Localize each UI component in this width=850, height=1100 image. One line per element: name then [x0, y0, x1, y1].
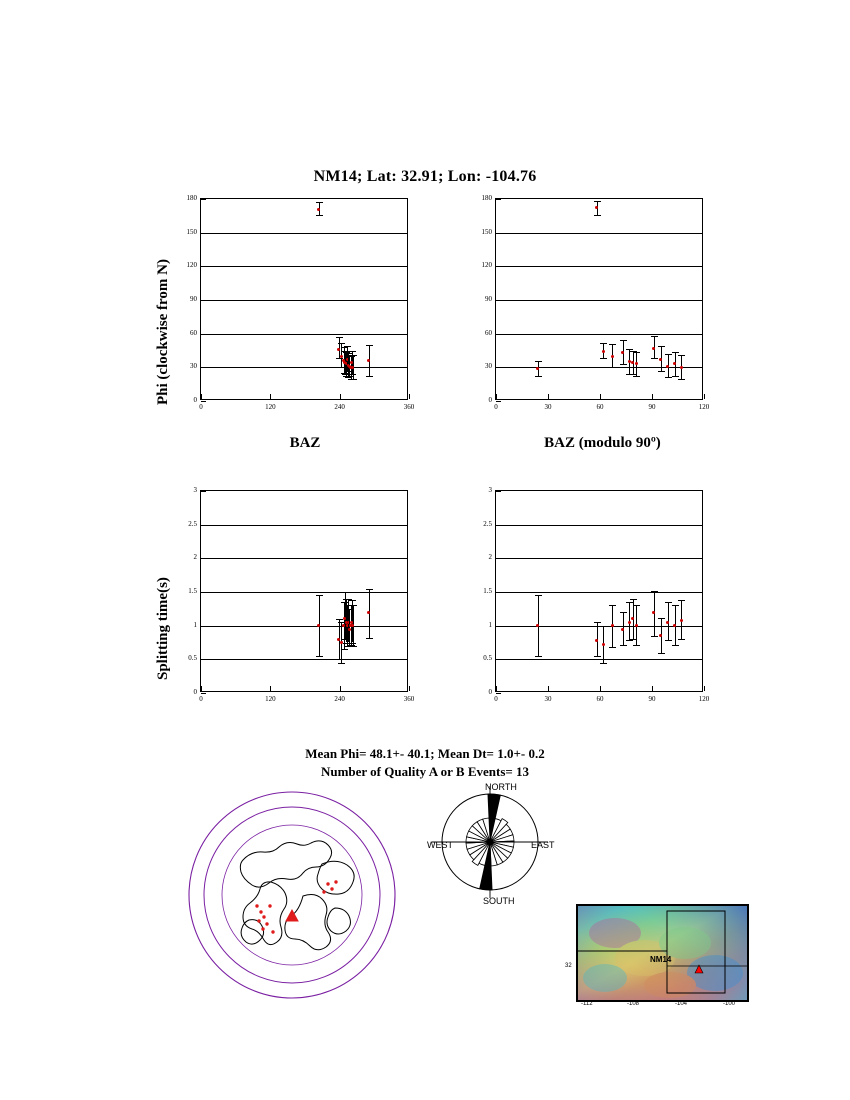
plot-phi-vs-baz [186, 194, 415, 411]
data-point [673, 624, 676, 627]
ytick [496, 266, 501, 267]
error-bar-cap [600, 663, 607, 664]
error-bar-cap [633, 605, 640, 606]
xtick [201, 686, 202, 691]
ytick-label: 0 [193, 396, 197, 404]
xtick-label: 120 [698, 695, 710, 703]
ytick [496, 659, 501, 660]
gridline [496, 233, 702, 234]
xtick-label: 90 [648, 403, 656, 411]
xtick [201, 394, 202, 399]
gridline [201, 592, 407, 593]
xtick [340, 686, 341, 691]
xtick-label: 90 [648, 695, 656, 703]
data-point [602, 350, 605, 353]
error-bar-cap [672, 376, 679, 377]
error-bar-cap [366, 345, 373, 346]
map-xtick-1: -108 [627, 1001, 640, 1007]
error-bar-cap [336, 337, 343, 338]
xtick [600, 394, 601, 399]
error-bar-cap [665, 602, 672, 603]
ytick [201, 334, 206, 335]
error-bar-cap [651, 636, 658, 637]
xtick-label: 360 [403, 403, 415, 411]
data-point [659, 358, 662, 361]
error-bar-cap [678, 639, 685, 640]
error-bar-cap [594, 215, 601, 216]
xtick [496, 394, 497, 399]
plot-dt-vs-baz-mod90 [483, 486, 710, 703]
dt-axis-title: Splitting time(s) [155, 577, 171, 680]
xtick-label: 120 [265, 403, 276, 411]
xtick [652, 394, 653, 399]
map-station-label: NM14 [650, 955, 672, 964]
gridline [496, 334, 702, 335]
data-point [337, 638, 340, 641]
baz-axis-title-1: BAZ [289, 435, 321, 451]
ytick-label: 60 [485, 328, 492, 337]
rose-diagram [425, 782, 590, 910]
ytick-label: 0.5 [188, 654, 197, 663]
ytick [496, 491, 501, 492]
error-bar-cap [665, 354, 672, 355]
data-point [680, 619, 683, 622]
ytick-label: 90 [485, 295, 492, 303]
ytick-label: 1 [193, 620, 197, 629]
gridline [496, 525, 702, 526]
error-bar-cap [349, 600, 356, 601]
gridline [496, 300, 702, 301]
xtick-label: 0 [494, 403, 498, 411]
error-bar-cap [338, 343, 345, 344]
data-point [628, 621, 631, 624]
ytick [201, 491, 206, 492]
ytick [496, 367, 501, 368]
xtick [270, 686, 271, 691]
gridline [201, 659, 407, 660]
ytick [201, 693, 206, 694]
ytick-label: 30 [485, 362, 492, 371]
xtick-label: 60 [596, 695, 604, 703]
ytick-label: 2 [488, 553, 492, 562]
data-point [611, 624, 614, 627]
data-point [631, 361, 634, 364]
xtick [409, 686, 410, 691]
error-bar-cap [594, 622, 601, 623]
xtick-label: 240 [334, 695, 345, 703]
error-bar-cap [678, 379, 685, 380]
gridline [201, 300, 407, 301]
ytick-label: 3 [193, 486, 197, 494]
data-point [536, 624, 539, 627]
phi-axis-title: Phi (clockwise from N) [155, 259, 171, 405]
data-point [652, 611, 655, 614]
error-bar-cap [350, 355, 357, 356]
ytick [201, 626, 206, 627]
data-point [652, 347, 655, 350]
error-bar-cap [651, 336, 658, 337]
gridline [201, 525, 407, 526]
xtick-label: 0 [199, 403, 203, 411]
error-bar-cap [316, 595, 323, 596]
error-bar-cap [316, 656, 323, 657]
ytick-label: 0.5 [483, 654, 492, 663]
ytick [496, 300, 501, 301]
ytick-label: 2.5 [483, 519, 492, 528]
ytick-label: 120 [186, 261, 197, 270]
ytick-label: 0 [488, 396, 492, 404]
error-bar-cap [535, 376, 542, 377]
xtick-label: 0 [199, 695, 203, 703]
error-bar-cap [366, 589, 373, 590]
error-bar-cap [535, 656, 542, 657]
error-bar-cap [609, 367, 616, 368]
rose-label-east: EAST [531, 840, 555, 850]
ytick-label: 1 [488, 620, 492, 629]
plot-dt-vs-baz [188, 486, 415, 703]
ytick-label: 2.5 [188, 519, 197, 528]
error-bar-cap [600, 343, 607, 344]
xtick-label: 30 [544, 403, 552, 411]
error-bar-cap [620, 364, 627, 365]
data-point [595, 639, 598, 642]
error-bar-cap [336, 619, 343, 620]
error-bar-cap [600, 358, 607, 359]
summary-line-2: Number of Quality A or B Events= 13 [320, 764, 530, 779]
ytick [201, 266, 206, 267]
ytick [496, 525, 501, 526]
map-ytick-0: 32 [565, 963, 572, 969]
error-bar-cap [342, 592, 349, 593]
gridline [201, 334, 407, 335]
error-bar-cap [633, 645, 640, 646]
error-bar-cap [609, 647, 616, 648]
ytick [496, 334, 501, 335]
ytick-label: 60 [190, 328, 197, 337]
ytick-label: 1.5 [483, 587, 492, 595]
xtick [548, 686, 549, 691]
ytick [201, 525, 206, 526]
ytick [496, 401, 501, 402]
gridline [201, 266, 407, 267]
map-xtick-0: -112 [581, 1001, 593, 1007]
data-point [621, 628, 624, 631]
gridline [201, 233, 407, 234]
error-bar-cap [350, 379, 357, 380]
error-bar-cap [633, 376, 640, 377]
xtick [496, 686, 497, 691]
error-bar-cap [665, 640, 672, 641]
xtick-label: 120 [698, 403, 710, 411]
error-bar-cap [344, 346, 351, 347]
ytick [201, 592, 206, 593]
error-bar-cap [609, 344, 616, 345]
data-point [666, 365, 669, 368]
ytick [201, 199, 206, 200]
error-bar-cap [678, 600, 685, 601]
xtick [652, 686, 653, 691]
rose-label-west: WEST [427, 840, 453, 850]
error-bar-cap [350, 605, 357, 606]
globe-projection [185, 788, 400, 1003]
gridline [496, 367, 702, 368]
error-bar-cap [658, 618, 665, 619]
summary-line-1: Mean Phi= 48.1+- 40.1; Mean Dt= 1.0+- 0.2 [305, 746, 545, 761]
error-bar-cap [620, 645, 627, 646]
ytick-label: 180 [186, 194, 197, 202]
data-point [635, 624, 638, 627]
plot-phi-vs-baz-mod90 [481, 194, 710, 411]
data-point [602, 643, 605, 646]
gridline [201, 367, 407, 368]
ytick-label: 90 [190, 295, 197, 303]
data-point [680, 366, 683, 369]
error-bar-cap [630, 599, 637, 600]
error-bar-cap [600, 626, 607, 627]
error-bar-cap [633, 352, 640, 353]
data-point [351, 366, 354, 369]
error-bar-cap [341, 649, 348, 650]
error-bar-cap [620, 340, 627, 341]
error-bar-cap [658, 371, 665, 372]
xtick-label: 0 [494, 695, 498, 703]
error-bar-cap [594, 201, 601, 202]
ytick [201, 367, 206, 368]
ytick [496, 199, 501, 200]
ytick [201, 300, 206, 301]
gridline [496, 592, 702, 593]
ytick [201, 659, 206, 660]
ytick-label: 2 [193, 553, 197, 562]
baz-mod-axis-title-1: BAZ (modulo 90º) [544, 435, 661, 451]
ytick [201, 558, 206, 559]
xtick-label: 60 [596, 403, 604, 411]
data-point [635, 362, 638, 365]
ytick [496, 558, 501, 559]
ytick-label: 3 [488, 486, 492, 494]
data-point [367, 611, 370, 614]
ytick [496, 233, 501, 234]
error-bar-cap [658, 653, 665, 654]
ytick-label: 150 [481, 227, 492, 236]
error-bar-cap [609, 605, 616, 606]
error-bar-cap [338, 663, 345, 664]
error-bar-cap [672, 352, 679, 353]
data-point [621, 351, 624, 354]
error-bar-cap [535, 595, 542, 596]
error-bar-cap [366, 638, 373, 639]
gridline [496, 558, 702, 559]
error-bar-cap [651, 358, 658, 359]
data-point [340, 355, 343, 358]
ytick-label: 150 [186, 227, 197, 236]
ytick [201, 233, 206, 234]
xtick [600, 686, 601, 691]
error-bar-cap [594, 656, 601, 657]
ytick-label: 0 [488, 688, 492, 696]
regional-map [565, 903, 750, 1013]
error-bar-cap [316, 215, 323, 216]
error-bar-cap [658, 346, 665, 347]
gridline [201, 558, 407, 559]
data-point [317, 624, 320, 627]
error-bar-cap [535, 361, 542, 362]
error-bar-cap [316, 202, 323, 203]
error-bar-cap [349, 351, 356, 352]
xtick-label: 360 [403, 695, 415, 703]
xtick-label: 30 [544, 695, 552, 703]
error-bar-cap [651, 591, 658, 592]
ytick-label: 180 [481, 194, 492, 202]
ytick [496, 592, 501, 593]
map-xtick-3: -100 [723, 1001, 736, 1007]
ytick [201, 401, 206, 402]
xtick [548, 394, 549, 399]
ytick-label: 30 [190, 362, 197, 371]
error-bar-cap [678, 355, 685, 356]
rose-label-south: SOUTH [483, 896, 515, 906]
error-bar-cap [626, 640, 633, 641]
page-title: NM14; Lat: 32.91; Lon: -104.76 [313, 168, 537, 185]
ytick-label: 120 [481, 261, 492, 270]
xtick [270, 394, 271, 399]
xtick [704, 394, 705, 399]
rose-label-north: NORTH [485, 782, 517, 792]
xtick [704, 686, 705, 691]
data-point [367, 359, 370, 362]
error-bar-cap [672, 645, 679, 646]
gridline [496, 659, 702, 660]
error-bar-cap [350, 646, 357, 647]
error-bar-cap [366, 376, 373, 377]
xtick [409, 394, 410, 399]
ytick [496, 626, 501, 627]
ytick-label: 0 [193, 688, 197, 696]
data-point [611, 355, 614, 358]
ytick [496, 693, 501, 694]
gridline [496, 266, 702, 267]
xtick-label: 240 [334, 403, 345, 411]
data-point [659, 634, 662, 637]
map-xtick-2: -104 [675, 1001, 688, 1007]
gridline [201, 626, 407, 627]
data-point [666, 621, 669, 624]
data-point [536, 367, 539, 370]
xtick [340, 394, 341, 399]
gridline [496, 626, 702, 627]
xtick-label: 120 [265, 695, 276, 703]
error-bar-cap [620, 612, 627, 613]
data-point [317, 208, 320, 211]
error-bar-cap [672, 605, 679, 606]
error-bar-cap [665, 377, 672, 378]
data-point [337, 348, 340, 351]
ytick-label: 1.5 [188, 587, 197, 595]
